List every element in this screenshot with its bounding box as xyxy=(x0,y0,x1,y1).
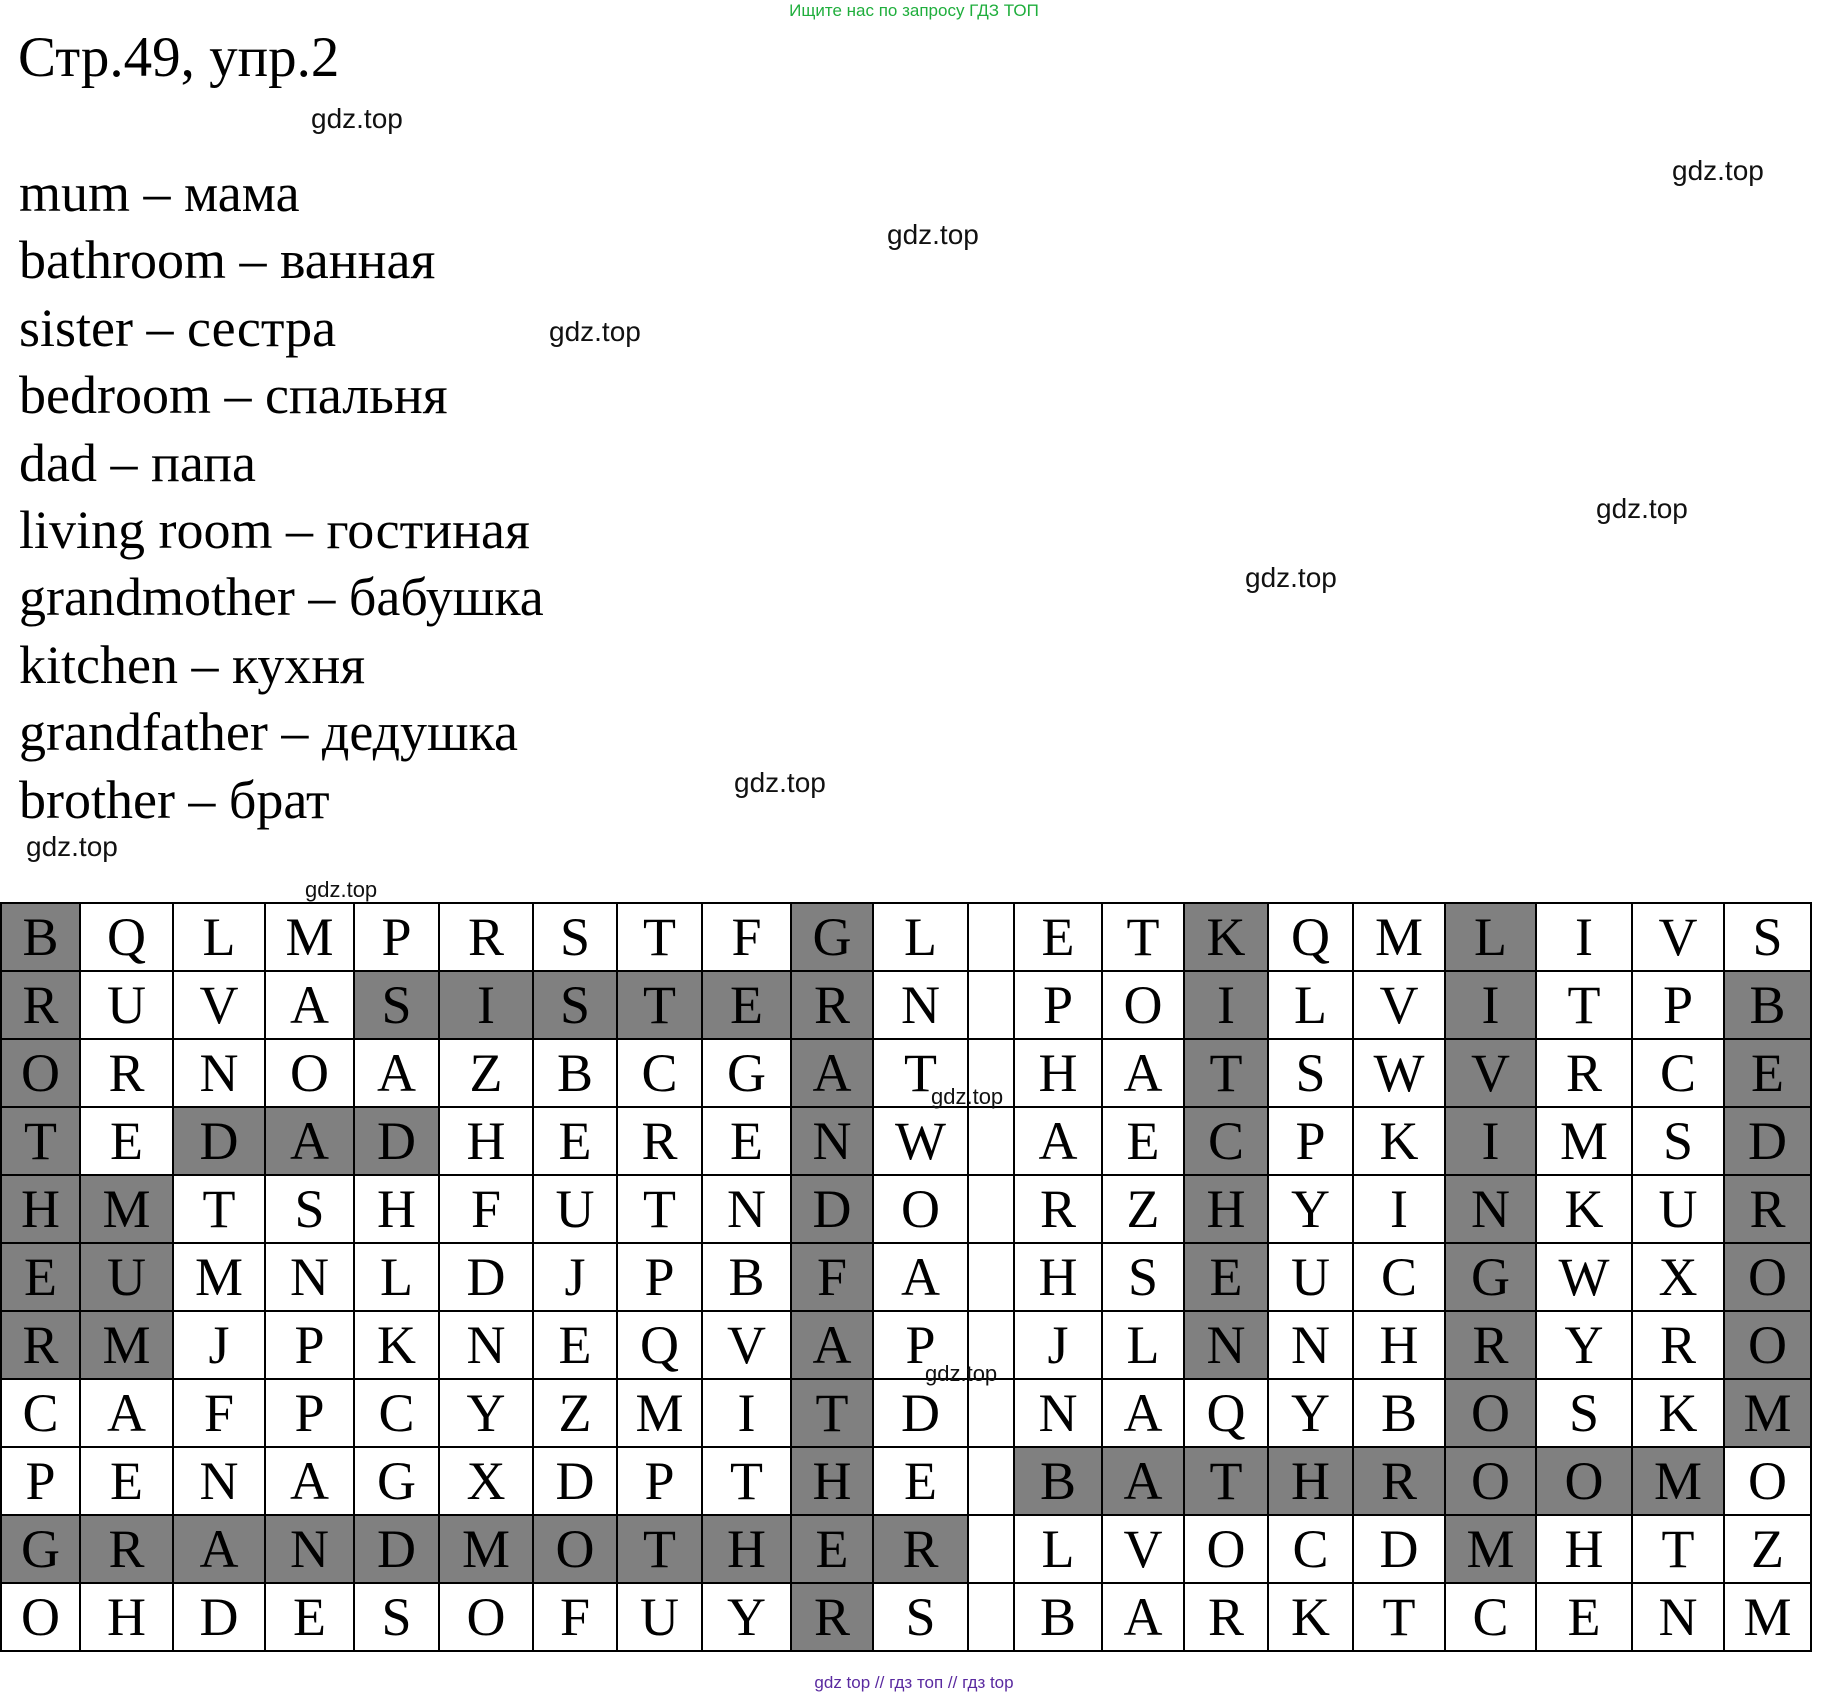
word-search-grid xyxy=(0,902,1812,1652)
grid-cell: B xyxy=(702,1243,791,1311)
grid-cell: A xyxy=(1102,1447,1184,1515)
grid-row xyxy=(1,971,1811,1039)
grid-cell: R xyxy=(1014,1175,1102,1243)
grid-cell: E xyxy=(1184,1243,1268,1311)
grid-cell: O xyxy=(1102,971,1184,1039)
grid-cell: H xyxy=(439,1107,533,1175)
grid-cell: E xyxy=(791,1515,873,1583)
grid-cell: F xyxy=(702,903,791,971)
grid-cell: E xyxy=(873,1447,968,1515)
grid-cell xyxy=(968,1243,1014,1311)
grid-cell: B xyxy=(1,903,80,971)
grid-cell: R xyxy=(1,1311,80,1379)
grid-cell: O xyxy=(265,1039,354,1107)
grid-cell: N xyxy=(265,1515,354,1583)
grid-cell: I xyxy=(702,1379,791,1447)
grid-cell: C xyxy=(1632,1039,1724,1107)
grid-cell: S xyxy=(873,1583,968,1651)
watermark: gdz.top xyxy=(931,1084,1004,1109)
grid-cell: L xyxy=(873,903,968,971)
vocabulary-item: bathroom – ванная xyxy=(19,230,436,291)
grid-cell: A xyxy=(1102,1379,1184,1447)
grid-cell: V xyxy=(1102,1515,1184,1583)
grid-cell: R xyxy=(873,1515,968,1583)
grid-cell: F xyxy=(533,1583,617,1651)
grid-cell: P xyxy=(1268,1107,1353,1175)
grid-cell: H xyxy=(1,1175,80,1243)
grid-cell: H xyxy=(1184,1175,1268,1243)
vocabulary-item: brother – брат xyxy=(19,769,330,830)
grid-cell: M xyxy=(617,1379,702,1447)
grid-cell: V xyxy=(173,971,265,1039)
grid-cell: S xyxy=(1102,1243,1184,1311)
grid-cell: O xyxy=(1724,1243,1811,1311)
grid-cell: Q xyxy=(617,1311,702,1379)
grid-cell: Z xyxy=(439,1039,533,1107)
grid-cell: D xyxy=(354,1515,439,1583)
grid-cell: R xyxy=(80,1515,173,1583)
grid-cell: I xyxy=(1353,1175,1445,1243)
grid-cell: P xyxy=(265,1379,354,1447)
grid-row xyxy=(1,903,1811,971)
grid-cell: E xyxy=(80,1447,173,1515)
grid-cell: R xyxy=(791,1583,873,1651)
grid-cell: T xyxy=(873,1039,968,1107)
grid-cell: Y xyxy=(1268,1379,1353,1447)
grid-cell: R xyxy=(1632,1311,1724,1379)
grid-cell: P xyxy=(617,1243,702,1311)
grid-cell: C xyxy=(1,1379,80,1447)
grid-cell: G xyxy=(1445,1243,1536,1311)
page-title: Стр.49, упр.2 xyxy=(18,26,340,89)
grid-cell: N xyxy=(265,1243,354,1311)
grid-cell: X xyxy=(1632,1243,1724,1311)
grid-cell: S xyxy=(354,1583,439,1651)
search-banner[interactable]: Ищите нас по запросу ГДЗ ТОП xyxy=(789,1,1039,20)
grid-cell: M xyxy=(1724,1379,1811,1447)
grid-cell: L xyxy=(173,903,265,971)
grid-cell: E xyxy=(702,971,791,1039)
grid-cell: L xyxy=(354,1243,439,1311)
grid-cell: V xyxy=(1445,1039,1536,1107)
vocabulary-item: living room – гостиная xyxy=(19,499,530,560)
grid-cell: C xyxy=(354,1379,439,1447)
grid-cell: A xyxy=(791,1039,873,1107)
grid-cell: F xyxy=(791,1243,873,1311)
grid-row xyxy=(1,1107,1811,1175)
grid-row xyxy=(1,1583,1811,1651)
grid-cell: Y xyxy=(439,1379,533,1447)
footer-links[interactable]: gdz top // гдз топ // гдз top xyxy=(814,1673,1014,1692)
grid-cell: D xyxy=(533,1447,617,1515)
grid-cell: W xyxy=(1353,1039,1445,1107)
grid-cell: C xyxy=(1353,1243,1445,1311)
grid-cell: H xyxy=(1268,1447,1353,1515)
grid-cell: O xyxy=(1,1039,80,1107)
grid-cell: A xyxy=(791,1311,873,1379)
grid-cell: J xyxy=(1014,1311,1102,1379)
watermark: gdz.top xyxy=(1672,155,1764,186)
grid-cell: O xyxy=(1536,1447,1632,1515)
grid-cell: L xyxy=(1268,971,1353,1039)
grid-cell: G xyxy=(1,1515,80,1583)
grid-cell: A xyxy=(265,1447,354,1515)
grid-cell: D xyxy=(173,1107,265,1175)
grid-cell: U xyxy=(533,1175,617,1243)
grid-cell: O xyxy=(1445,1447,1536,1515)
grid-cell: U xyxy=(1632,1175,1724,1243)
grid-cell: Y xyxy=(1268,1175,1353,1243)
watermark: gdz.top xyxy=(311,103,403,134)
grid-cell xyxy=(968,1175,1014,1243)
grid-cell: O xyxy=(1184,1515,1268,1583)
grid-cell: H xyxy=(1536,1515,1632,1583)
grid-cell: S xyxy=(1268,1039,1353,1107)
grid-cell: T xyxy=(1536,971,1632,1039)
grid-cell: R xyxy=(80,1039,173,1107)
grid-cell: G xyxy=(354,1447,439,1515)
grid-cell: E xyxy=(1,1243,80,1311)
grid-cell: T xyxy=(617,1175,702,1243)
grid-cell xyxy=(968,971,1014,1039)
grid-cell: V xyxy=(702,1311,791,1379)
grid-cell: M xyxy=(1724,1583,1811,1651)
grid-cell: R xyxy=(1353,1447,1445,1515)
grid-cell: I xyxy=(1445,1107,1536,1175)
grid-cell: E xyxy=(702,1107,791,1175)
grid-cell: D xyxy=(873,1379,968,1447)
grid-cell: K xyxy=(1536,1175,1632,1243)
grid-cell: N xyxy=(702,1175,791,1243)
grid-cell: N xyxy=(439,1311,533,1379)
grid-row xyxy=(1,1039,1811,1107)
grid-cell: T xyxy=(1353,1583,1445,1651)
grid-cell: K xyxy=(1632,1379,1724,1447)
grid-cell: T xyxy=(1184,1039,1268,1107)
grid-cell: A xyxy=(265,1107,354,1175)
grid-cell: N xyxy=(1184,1311,1268,1379)
vocabulary-item: grandfather – дедушка xyxy=(19,702,519,763)
grid-cell: M xyxy=(1632,1447,1724,1515)
grid-cell: G xyxy=(791,903,873,971)
grid-cell: E xyxy=(533,1107,617,1175)
grid-cell: H xyxy=(791,1447,873,1515)
vocabulary-item: grandmother – бабушка xyxy=(19,567,544,628)
grid-cell: A xyxy=(873,1243,968,1311)
grid-cell: H xyxy=(1014,1039,1102,1107)
grid-cell: Z xyxy=(1724,1515,1811,1583)
grid-cell: A xyxy=(265,971,354,1039)
watermark: gdz.top xyxy=(1245,562,1337,593)
grid-cell: U xyxy=(617,1583,702,1651)
watermark: gdz.top xyxy=(925,1361,998,1386)
grid-cell: S xyxy=(354,971,439,1039)
grid-cell: W xyxy=(873,1107,968,1175)
grid-cell: J xyxy=(173,1311,265,1379)
grid-cell: R xyxy=(1536,1039,1632,1107)
grid-cell: I xyxy=(1536,903,1632,971)
grid-cell: Y xyxy=(1536,1311,1632,1379)
grid-cell: S xyxy=(265,1175,354,1243)
grid-cell: B xyxy=(1014,1447,1102,1515)
grid-row xyxy=(1,1311,1811,1379)
grid-cell: A xyxy=(1102,1039,1184,1107)
grid-cell: O xyxy=(1724,1311,1811,1379)
grid-cell: A xyxy=(354,1039,439,1107)
grid-cell: P xyxy=(265,1311,354,1379)
grid-cell: I xyxy=(1184,971,1268,1039)
grid-cell: K xyxy=(1184,903,1268,971)
grid-cell: N xyxy=(173,1447,265,1515)
watermark: gdz.top xyxy=(887,219,979,250)
grid-cell: A xyxy=(1014,1107,1102,1175)
vocabulary-item: kitchen – кухня xyxy=(19,634,366,695)
grid-cell: D xyxy=(1724,1107,1811,1175)
watermark: gdz.top xyxy=(734,767,826,798)
grid-cell: P xyxy=(1,1447,80,1515)
grid-cell: E xyxy=(1102,1107,1184,1175)
grid-cell: A xyxy=(173,1515,265,1583)
grid-cell: Q xyxy=(80,903,173,971)
watermark: gdz.top xyxy=(1596,493,1688,524)
grid-cell: T xyxy=(617,903,702,971)
grid-cell: Y xyxy=(702,1583,791,1651)
grid-cell: R xyxy=(1,971,80,1039)
grid-cell: Z xyxy=(1102,1175,1184,1243)
grid-cell: M xyxy=(80,1311,173,1379)
grid-cell: E xyxy=(265,1583,354,1651)
grid-cell: P xyxy=(354,903,439,971)
grid-cell: O xyxy=(1724,1447,1811,1515)
grid-cell: R xyxy=(617,1107,702,1175)
grid-cell: D xyxy=(439,1243,533,1311)
grid-cell xyxy=(968,1583,1014,1651)
grid-row xyxy=(1,1447,1811,1515)
grid-cell: R xyxy=(1445,1311,1536,1379)
grid-cell: T xyxy=(173,1175,265,1243)
grid-cell: E xyxy=(80,1107,173,1175)
grid-cell: S xyxy=(533,903,617,971)
vocabulary-item: bedroom – спальня xyxy=(19,365,448,426)
grid-cell: W xyxy=(1536,1243,1632,1311)
vocabulary-list xyxy=(19,160,544,834)
grid-cell: U xyxy=(80,1243,173,1311)
grid-cell: M xyxy=(439,1515,533,1583)
grid-cell: N xyxy=(791,1107,873,1175)
grid-cell: R xyxy=(1184,1583,1268,1651)
grid-cell: F xyxy=(173,1379,265,1447)
grid-cell: E xyxy=(533,1311,617,1379)
grid-cell: S xyxy=(1632,1107,1724,1175)
grid-cell: M xyxy=(1445,1515,1536,1583)
grid-cell: F xyxy=(439,1175,533,1243)
grid-cell: C xyxy=(617,1039,702,1107)
grid-cell: U xyxy=(80,971,173,1039)
grid-cell: C xyxy=(1268,1515,1353,1583)
grid-cell: H xyxy=(80,1583,173,1651)
grid-cell: D xyxy=(791,1175,873,1243)
grid-cell: O xyxy=(1,1583,80,1651)
grid-cell: K xyxy=(354,1311,439,1379)
grid-cell: T xyxy=(617,971,702,1039)
grid-row xyxy=(1,1515,1811,1583)
grid-cell: Q xyxy=(1184,1379,1268,1447)
grid-cell: O xyxy=(873,1175,968,1243)
grid-cell: L xyxy=(1445,903,1536,971)
grid-cell: T xyxy=(1,1107,80,1175)
grid-cell: N xyxy=(1632,1583,1724,1651)
grid-cell: Q xyxy=(1268,903,1353,971)
grid-cell: Z xyxy=(533,1379,617,1447)
grid-cell: H xyxy=(1353,1311,1445,1379)
grid-cell: B xyxy=(1014,1583,1102,1651)
grid-cell: M xyxy=(265,903,354,971)
vocabulary-item: sister – сестра xyxy=(19,297,337,358)
grid-cell: R xyxy=(439,903,533,971)
grid-cell: E xyxy=(1536,1583,1632,1651)
grid-row xyxy=(1,1175,1811,1243)
grid-cell: U xyxy=(1268,1243,1353,1311)
grid-cell xyxy=(968,1379,1014,1447)
grid-cell: E xyxy=(1014,903,1102,971)
grid-cell: T xyxy=(1632,1515,1724,1583)
grid-cell: M xyxy=(80,1175,173,1243)
watermark: gdz.top xyxy=(26,831,118,862)
grid-cell: C xyxy=(1184,1107,1268,1175)
grid-cell: P xyxy=(1014,971,1102,1039)
grid-cell: N xyxy=(1014,1379,1102,1447)
grid-cell: K xyxy=(1353,1107,1445,1175)
watermark: gdz.top xyxy=(549,316,641,347)
grid-cell: R xyxy=(791,971,873,1039)
watermark: gdz.top xyxy=(305,877,378,902)
grid-cell: G xyxy=(702,1039,791,1107)
grid-cell: S xyxy=(533,971,617,1039)
grid-cell: D xyxy=(354,1107,439,1175)
grid-cell: H xyxy=(702,1515,791,1583)
grid-cell: A xyxy=(1102,1583,1184,1651)
grid-cell: T xyxy=(702,1447,791,1515)
grid-cell: J xyxy=(533,1243,617,1311)
grid-cell: D xyxy=(1353,1515,1445,1583)
grid-cell: I xyxy=(1445,971,1536,1039)
vocabulary-item: dad – папа xyxy=(19,432,256,493)
grid-cell: M xyxy=(1536,1107,1632,1175)
grid-cell: T xyxy=(791,1379,873,1447)
grid-cell: I xyxy=(439,971,533,1039)
grid-cell: B xyxy=(1353,1379,1445,1447)
grid-cell: N xyxy=(873,971,968,1039)
grid-cell: B xyxy=(1724,971,1811,1039)
grid-cell: L xyxy=(1014,1515,1102,1583)
grid-cell: L xyxy=(1102,1311,1184,1379)
grid-cell: H xyxy=(354,1175,439,1243)
grid-cell: P xyxy=(1632,971,1724,1039)
grid-cell xyxy=(968,903,1014,971)
grid-row xyxy=(1,1243,1811,1311)
grid-cell: T xyxy=(1184,1447,1268,1515)
grid-cell: M xyxy=(173,1243,265,1311)
grid-cell: P xyxy=(617,1447,702,1515)
grid-cell: H xyxy=(1014,1243,1102,1311)
grid-cell: T xyxy=(1102,903,1184,971)
grid-cell: K xyxy=(1268,1583,1353,1651)
grid-cell: O xyxy=(533,1515,617,1583)
grid-cell: C xyxy=(1445,1583,1536,1651)
grid-cell xyxy=(968,1447,1014,1515)
grid-cell: O xyxy=(439,1583,533,1651)
grid-cell: O xyxy=(1445,1379,1536,1447)
grid-cell: B xyxy=(533,1039,617,1107)
grid-cell: N xyxy=(1268,1311,1353,1379)
grid-row xyxy=(1,1379,1811,1447)
grid-cell: R xyxy=(1724,1175,1811,1243)
grid-cell: M xyxy=(1353,903,1445,971)
grid-cell: V xyxy=(1632,903,1724,971)
grid-cell xyxy=(968,1515,1014,1583)
grid-cell: E xyxy=(1724,1039,1811,1107)
vocabulary-item: mum – мама xyxy=(19,163,300,223)
grid-cell: A xyxy=(80,1379,173,1447)
grid-cell: N xyxy=(173,1039,265,1107)
grid-cell: T xyxy=(617,1515,702,1583)
grid-cell: V xyxy=(1353,971,1445,1039)
grid-cell: D xyxy=(173,1583,265,1651)
grid-cell: S xyxy=(1724,903,1811,971)
grid-cell xyxy=(968,1107,1014,1175)
grid-cell: N xyxy=(1445,1175,1536,1243)
grid-cell: P xyxy=(873,1311,968,1379)
grid-cell: S xyxy=(1536,1379,1632,1447)
grid-cell: X xyxy=(439,1447,533,1515)
